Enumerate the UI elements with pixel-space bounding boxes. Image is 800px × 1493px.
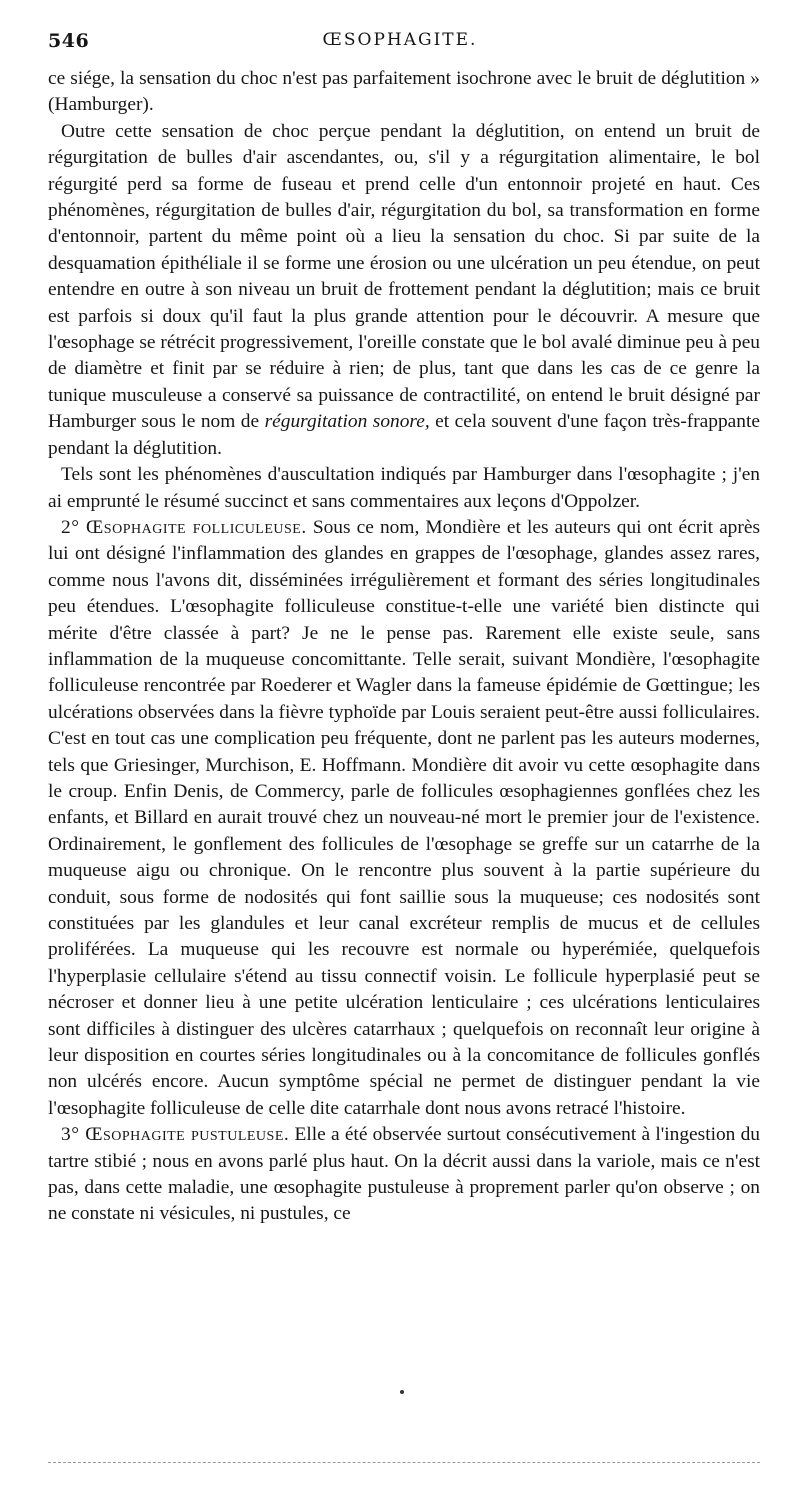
paragraph-continuation (48, 66, 760, 119)
paragraph-summary (48, 462, 760, 515)
section-heading: 3° Œsophagite pustuleuse. (61, 1124, 290, 1146)
paragraph-folliculeuse (48, 515, 760, 1122)
paragraph-text: et cela souvent d'une façon très-frappante pendant la déglutition. (48, 411, 760, 459)
paragraph-text: Elle a été observée surtout consécutivement à l'ingestion du tartre stibié ; nous en avons parlé plus haut. On la décrit aussi dans la variole, mais ce n'est pas, dans cette maladie, une œsophagite pustuleuse à proprement parler qu'on observe ; on ne constate ni vésicules, ni pustules, ce (48, 1124, 760, 1225)
paragraph-auscultation (48, 119, 760, 462)
footer-rule (48, 1462, 760, 1463)
paragraph-text: Sous ce nom, Mondière et les auteurs qui ont écrit après lui ont désigné l'inflammation des glandes en grappes de l'œsophage, glandes assez rares, comme nous l'avons dit, disséminées irrégulièrement et formant des séries longitudinales peu étendues. L'œsophagite folliculeuse constitue-t-elle une variété bien distincte qui mérite d'être classée à part? Je ne le pense pas. Rarement elle existe seule, sans inflammation de la muqueuse concomittante. Telle serait, suivant Mondière, l'œsophagite folliculeuse rencontrée par Roederer et Wagler dans la fameuse épidémie de Gœttingue; les ulcérations observées dans la fièvre typhoïde par Louis seraient peut-être aussi folliculaires. C'est en tout cas une complication peu fréquente, dont ne parlent pas les auteurs modernes, tels que Griesinger, Murchison, E. Hoffmann. Mondière dit avoir vu cette œsophagite dans le croup. Enfin Denis, de Commercy, parle de follicules œsophagiennes gonflées chez les enfants, et Billard en aurait trouvé chez un nouveau-né mort le premier jour de l'existence. Ordinairement, le gonflement des follicules de l'œsophage se greffe sur un catarrhe de la muqueuse aigu ou chronique. On le rencontre plus souvent à la partie supérieure du conduit, sous forme de nodosités qui font saillie sous la muqueuse; ces nodosités sont constituées par les glandules et leur canal excréteur remplis de mucus et de cellules proliférées. La muqueuse qui les recouvre est normale ou hyperémiée, quelquefois l'hyperplasie cellulaire s'étend au tissu connectif voisin. Le follicule hyperplasié peut se nécroser et donner lieu à une petite ulcération lenticulaire ; ces ulcérations lenticulaires sont difficiles à distinguer des ulcères catarrhaux ; quelquefois on reconnaît leur origine à leur disposition en courtes séries longitudinales ou à la concomitance de follicules gonflés non ulcérés encore. Aucun symptôme spécial ne permet de distinguer pendant la vie l'œsophagite folliculeuse de celle dite catarrhale dont nous avons retracé l'histoire. (48, 516, 760, 1119)
paragraph-text: Tels sont les phénomènes d'auscultation indiqués par Hamburger dans l'œsophagite ; j'en ai emprunté le résumé succinct et sans commentaires aux leçons d'Oppolzer. (48, 464, 760, 512)
page-number: 546 (48, 30, 90, 52)
page-header (48, 30, 752, 58)
running-title: ŒSOPHAGITE. (322, 30, 478, 50)
paragraph-text: Outre cette sensation de choc perçue pendant la déglutition, on entend un bruit de régurgitation de bulles d'air ascendantes, ou, s'il y a régurgitation alimentaire, le bol régurgité perd sa forme de fuseau et prend celle d'un entonnoir projeté en haut. Ces phénomènes, régurgitation de bulles d'air, régurgitation du bol, sa transformation en forme d'entonnoir, partent du même point où a lieu la sensation du choc. Si par suite de la desquamation épithéliale il se forme une érosion ou une ulcération un peu étendue, on peut entendre en outre à son niveau un bruit de frottement pendant la déglutition; mais ce bruit est parfois si doux qu'il faut la plus grande attention pour le découvrir. A mesure que l'œsophage se rétrécit progressivement, l'oreille constate que le bol avalé diminue peu à peu de diamètre et finit par se réduire à rien; de plus, tant que dans les cas de ce genre la tunique musculeuse a conservé sa puissance de contractilité, on entend le bruit désigné par Hamburger sous le nom de (48, 120, 760, 433)
section-heading: 2° Œsophagite folliculeuse. (61, 516, 307, 538)
italic-term: régurgitation sonore, (264, 411, 430, 433)
paragraph-pustuleuse (48, 1122, 760, 1228)
footer-dot (400, 1390, 404, 1394)
body-text (48, 66, 760, 1228)
paragraph-text: ce siége, la sensation du choc n'est pas parfaitement isochrone avec le bruit de déglutition » (Hamburger). (48, 68, 760, 116)
